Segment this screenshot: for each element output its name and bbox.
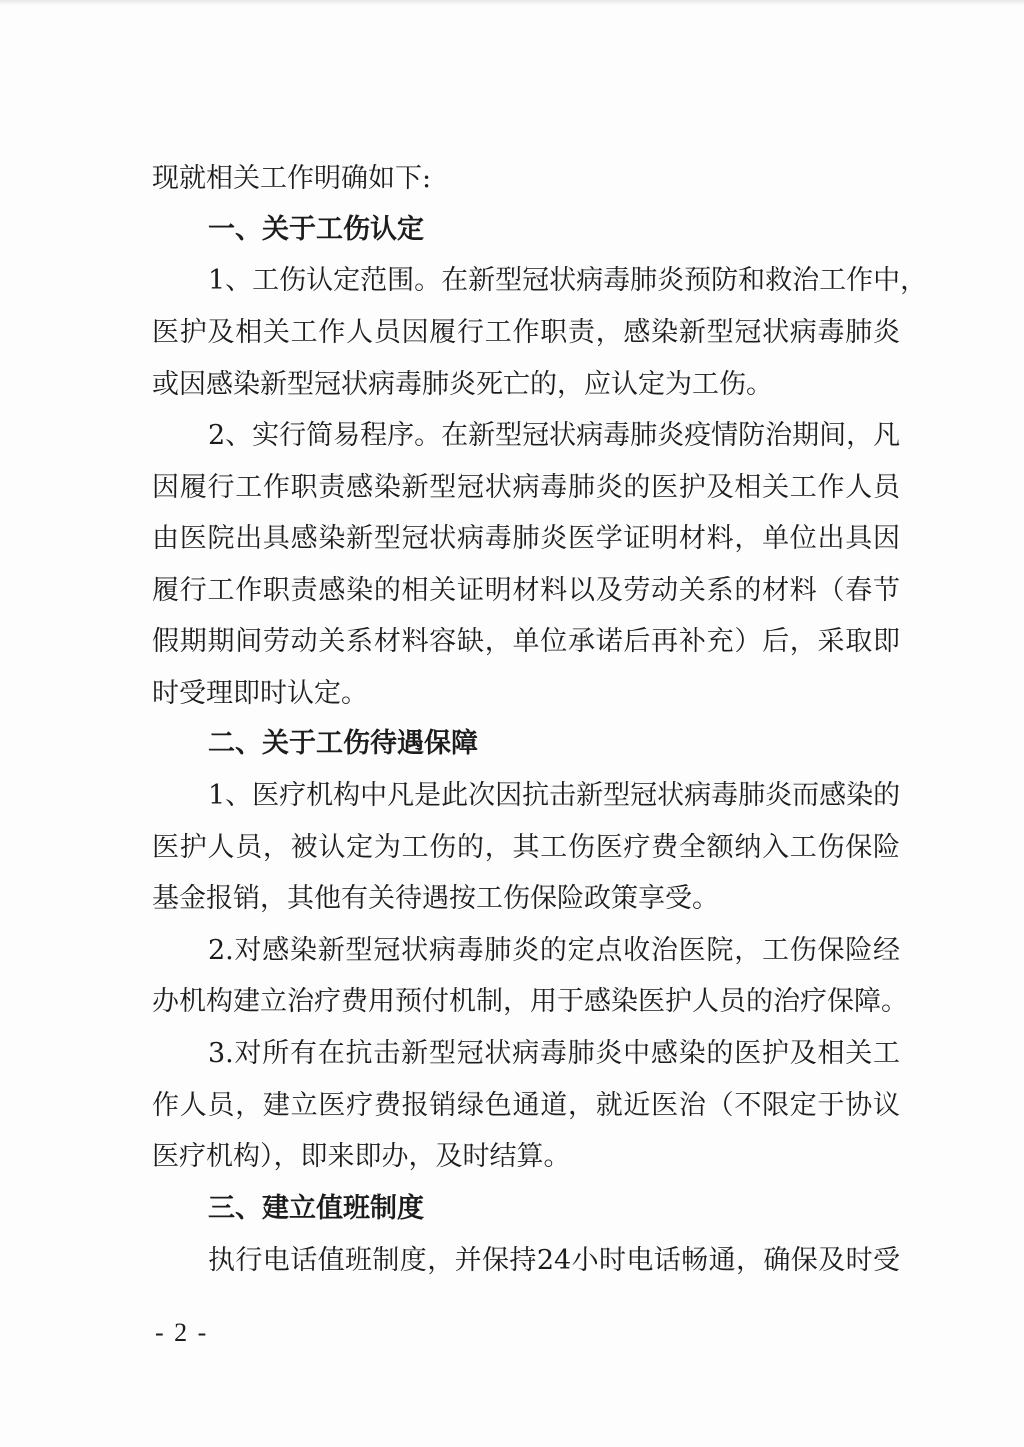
paragraph-line: 医护人员，被认定为工伤的，其工伤医疗费全额纳入工伤保险 xyxy=(152,832,900,863)
paragraph-line: 假期期间劳动关系材料容缺，单位承诺后再补充）后，采取即 xyxy=(152,626,900,657)
paragraph-line: 2、实行简易程序。在新型冠状病毒肺炎疫情防治期间，凡 xyxy=(208,420,901,451)
paragraph-line: 办机构建立治疗费用预付机制，用于感染医护人员的治疗保障。 xyxy=(152,986,908,1017)
paragraph-line: 1、工伤认定范围。在新型冠状病毒肺炎预防和救治工作中， xyxy=(208,265,928,296)
paragraph-line: 3.对所有在抗击新型冠状病毒肺炎中感染的医护及相关工 xyxy=(208,1038,900,1069)
paragraph-line: 由医院出具感染新型冠状病毒肺炎医学证明材料，单位出具因 xyxy=(152,523,900,554)
section-heading-2: 二、关于工伤待遇保障 xyxy=(208,728,478,759)
paragraph-line: 因履行工作职责感染新型冠状病毒肺炎的医护及相关工作人员 xyxy=(152,472,900,503)
section-heading-1: 一、关于工伤认定 xyxy=(208,214,424,245)
paragraph-line: 2.对感染新型冠状病毒肺炎的定点收治医院，工伤保险经 xyxy=(208,935,900,966)
paragraph-line: 作人员，建立医疗费报销绿色通道，就近医治（不限定于协议 xyxy=(152,1090,900,1121)
paragraph-line: 时受理即时认定。 xyxy=(152,678,368,709)
section-heading-3: 三、建立值班制度 xyxy=(208,1193,424,1224)
page-number: - 2 - xyxy=(155,1318,209,1347)
intro-line: 现就相关工作明确如下: xyxy=(152,163,432,194)
scan-top-edge xyxy=(0,0,1024,6)
paragraph-line: 医疗机构），即来即办，及时结算。 xyxy=(152,1141,571,1172)
paragraph-line: 履行工作职责感染的相关证明材料以及劳动关系的材料（春节 xyxy=(152,575,900,606)
paragraph-line: 执行电话值班制度，并保持24小时电话畅通，确保及时受 xyxy=(208,1245,900,1276)
paragraph-line: 医护及相关工作人员因履行工作职责，感染新型冠状病毒肺炎 xyxy=(152,317,900,348)
paragraph-line: 1、医疗机构中凡是此次因抗击新型冠状病毒肺炎而感染的 xyxy=(208,780,901,811)
paragraph-line: 或因感染新型冠状病毒肺炎死亡的，应认定为工伤。 xyxy=(152,369,773,400)
paragraph-line: 基金报销，其他有关待遇按工伤保险政策享受。 xyxy=(152,883,719,914)
